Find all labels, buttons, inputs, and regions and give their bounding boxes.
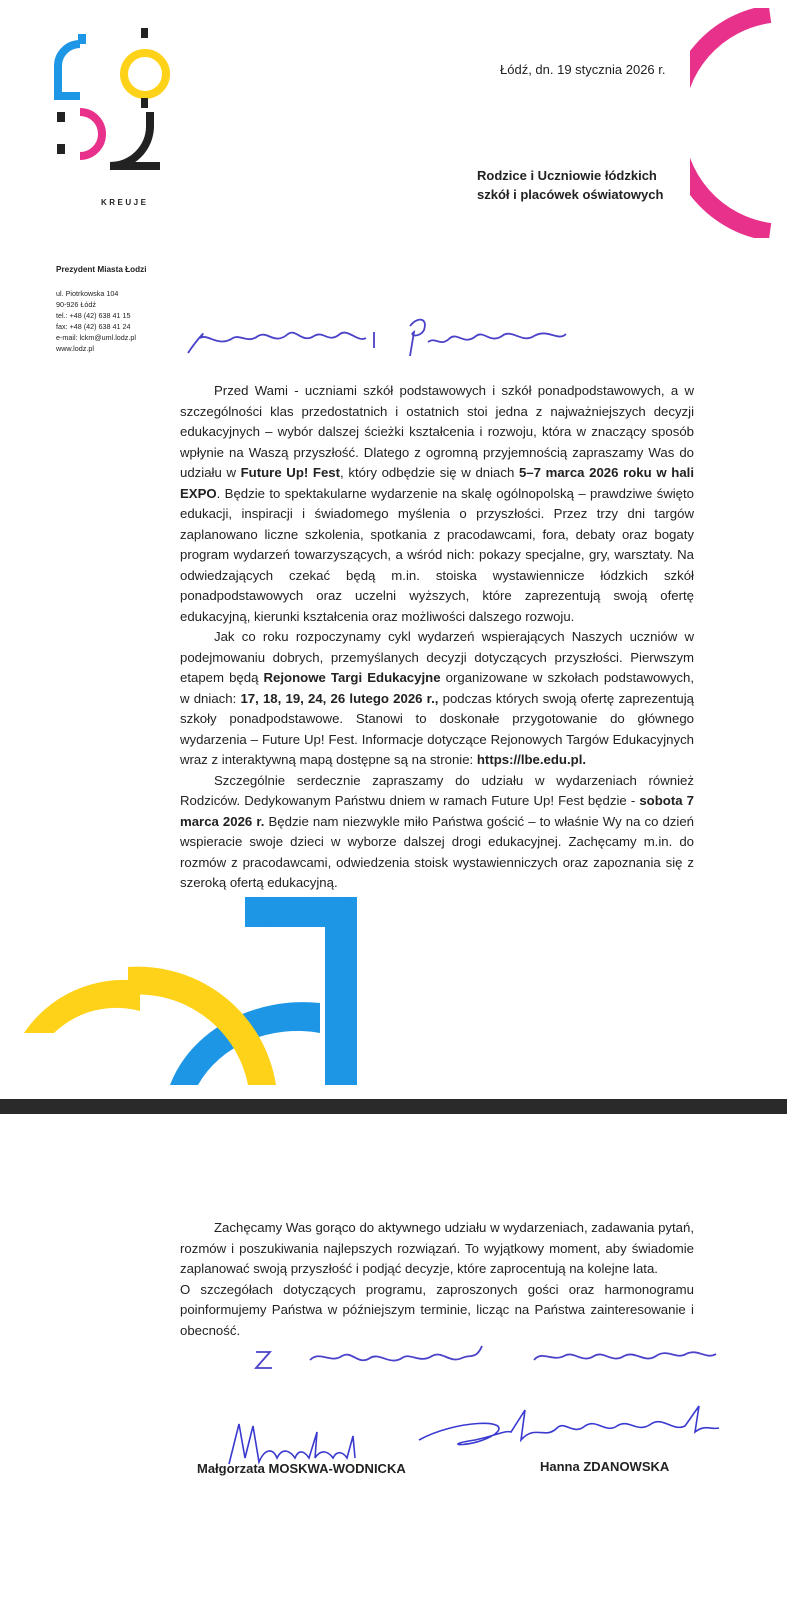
sender-title: Prezydent Miasta Łodzi	[56, 265, 147, 274]
logo-magenta-d	[80, 112, 102, 156]
signer-1-name: Małgorzata MOSKWA-WODNICKA	[197, 1461, 406, 1476]
sender-line: www.lodz.pl	[56, 344, 94, 353]
signer-2-name: Hanna ZDANOWSKA	[540, 1459, 670, 1474]
logo-black-z	[110, 112, 160, 166]
page2-paragraph-2: O szczegółach dotyczących programu, zaproszonych gości oraz harmonogramu poinformujemy Państwa w późniejszym terminie, licząc na Państwa zainteresowanie i obecność.	[180, 1281, 694, 1338]
recipient	[477, 166, 663, 204]
letter-body	[180, 381, 694, 894]
lodz-kreuje-logo	[50, 26, 175, 198]
page-divider	[0, 1099, 787, 1114]
sender-sidebar	[56, 264, 166, 354]
sender-line: tel.: +48 (42) 638 41 15	[56, 311, 131, 320]
logo-word: KREUJE	[101, 198, 149, 207]
handwritten-closing	[250, 1330, 730, 1380]
page2-body	[180, 1218, 694, 1341]
sender-line: 90-926 Łódź	[56, 300, 96, 309]
recipient-line-1: Rodzice i Uczniowie łódzkich	[477, 168, 657, 183]
logo-yellow-o	[124, 53, 166, 95]
logo-blue-l	[58, 66, 80, 96]
future-up-graphic	[20, 893, 360, 1088]
paragraph-3: Szczególnie serdecznie zapraszamy do udziału w wydarzeniach również Rodziców. Dedykowanym Państwu dniem w ramach Future Up! Fest będzie - sobota 7 marca 2026 r. Będzie nam niezwykle miło Państwa gościć – to właśnie Wy na co dzień wspieracie swoje dzieci w wyborze dalszej drogi edukacyjnej. Zachęcamy m.in. do rozmów z pracodawcami, odwiedzenia stoisk wystawienniczych oraz zapoznania się z szeroką ofertą edukacyjną.	[180, 772, 695, 890]
magenta-arc-decoration	[690, 8, 787, 238]
sender-line: ul. Piotrkowska 104	[56, 289, 119, 298]
paragraph-1: Przed Wami - uczniami szkół podstawowych i szkół ponadpodstawowych, a w szczególności klas przedostatnich i ostatnich stoi jedna z najważniejszych decyzji edukacyjnych – wybór dalszej ścieżki kształcenia i rozwoju, która w znaczący sposób wpłynie na Waszą przyszłość. Dlatego z ogromną przyjemnością zapraszamy Was do udziału w Future Up! Fest, który odbędzie się w dniach 5–7 marca 2026 roku w hali EXPO. Będzie to spektakularne wydarzenie na skalę ogólnopolską – prawdziwe święto edukacji, inspiracji i świadomego myślenia o przyszłości. Przez trzy dni targów zaplanowano liczne szkolenia, spotkania z pracodawcami, fora, debaty oraz bogaty program wydarzeń towarzyszących, a wśród nich: pokazy specjalne, gry, warsztaty. Na odwiedzających czekać będą m.in. stoiska wystawiennicze łódzkich szkół ponadpodstawowych oraz uczelni wyższych, które zaprezentują swoją ofertę edukacyjną, kierunki kształcenia oraz możliwości dalszego rozwoju.	[180, 383, 694, 624]
page2-paragraph-1: Zachęcamy Was gorąco do aktywnego udziału w wydarzeniach, zadawania pytań, rozmów i poszukiwania najlepszych rozwiązań. To wyjątkowy moment, aby świadomie zaplanować swoją przyszłość i podjąć decyzje, które zaprocentują na kolejne lata.	[180, 1220, 694, 1276]
sender-line: e-mail: lckm@uml.lodz.pl	[56, 333, 136, 342]
sender-line: fax: +48 (42) 638 41 24	[56, 322, 131, 331]
paragraph-2: Jak co roku rozpoczynamy cykl wydarzeń wspierających Naszych uczniów w podejmowaniu dobrych, przemyślanych decyzji dotyczących przyszłości. Pierwszym etapem będą Rejonowe Targi Edukacyjne organizowane w szkołach podstawowych, w dniach: 17, 18, 19, 24, 26 lutego 2026 r., podczas których swoją ofertę zaprezentują szkoły ponadpodstawowe. Stanowi to doskonałe przygotowanie do głównego wydarzenia – Future Up! Fest. Informacje dotyczące Rejonowych Targów Edukacyjnych wraz z interaktywną mapą dostępne są na stronie: https://lbe.edu.pl.	[180, 629, 695, 767]
handwritten-salutation	[178, 308, 578, 368]
letter-date: Łódź, dn. 19 stycznia 2026 r.	[500, 62, 666, 77]
signature-2	[415, 1400, 725, 1460]
recipient-line-2: szkół i placówek oświatowych	[477, 187, 664, 202]
